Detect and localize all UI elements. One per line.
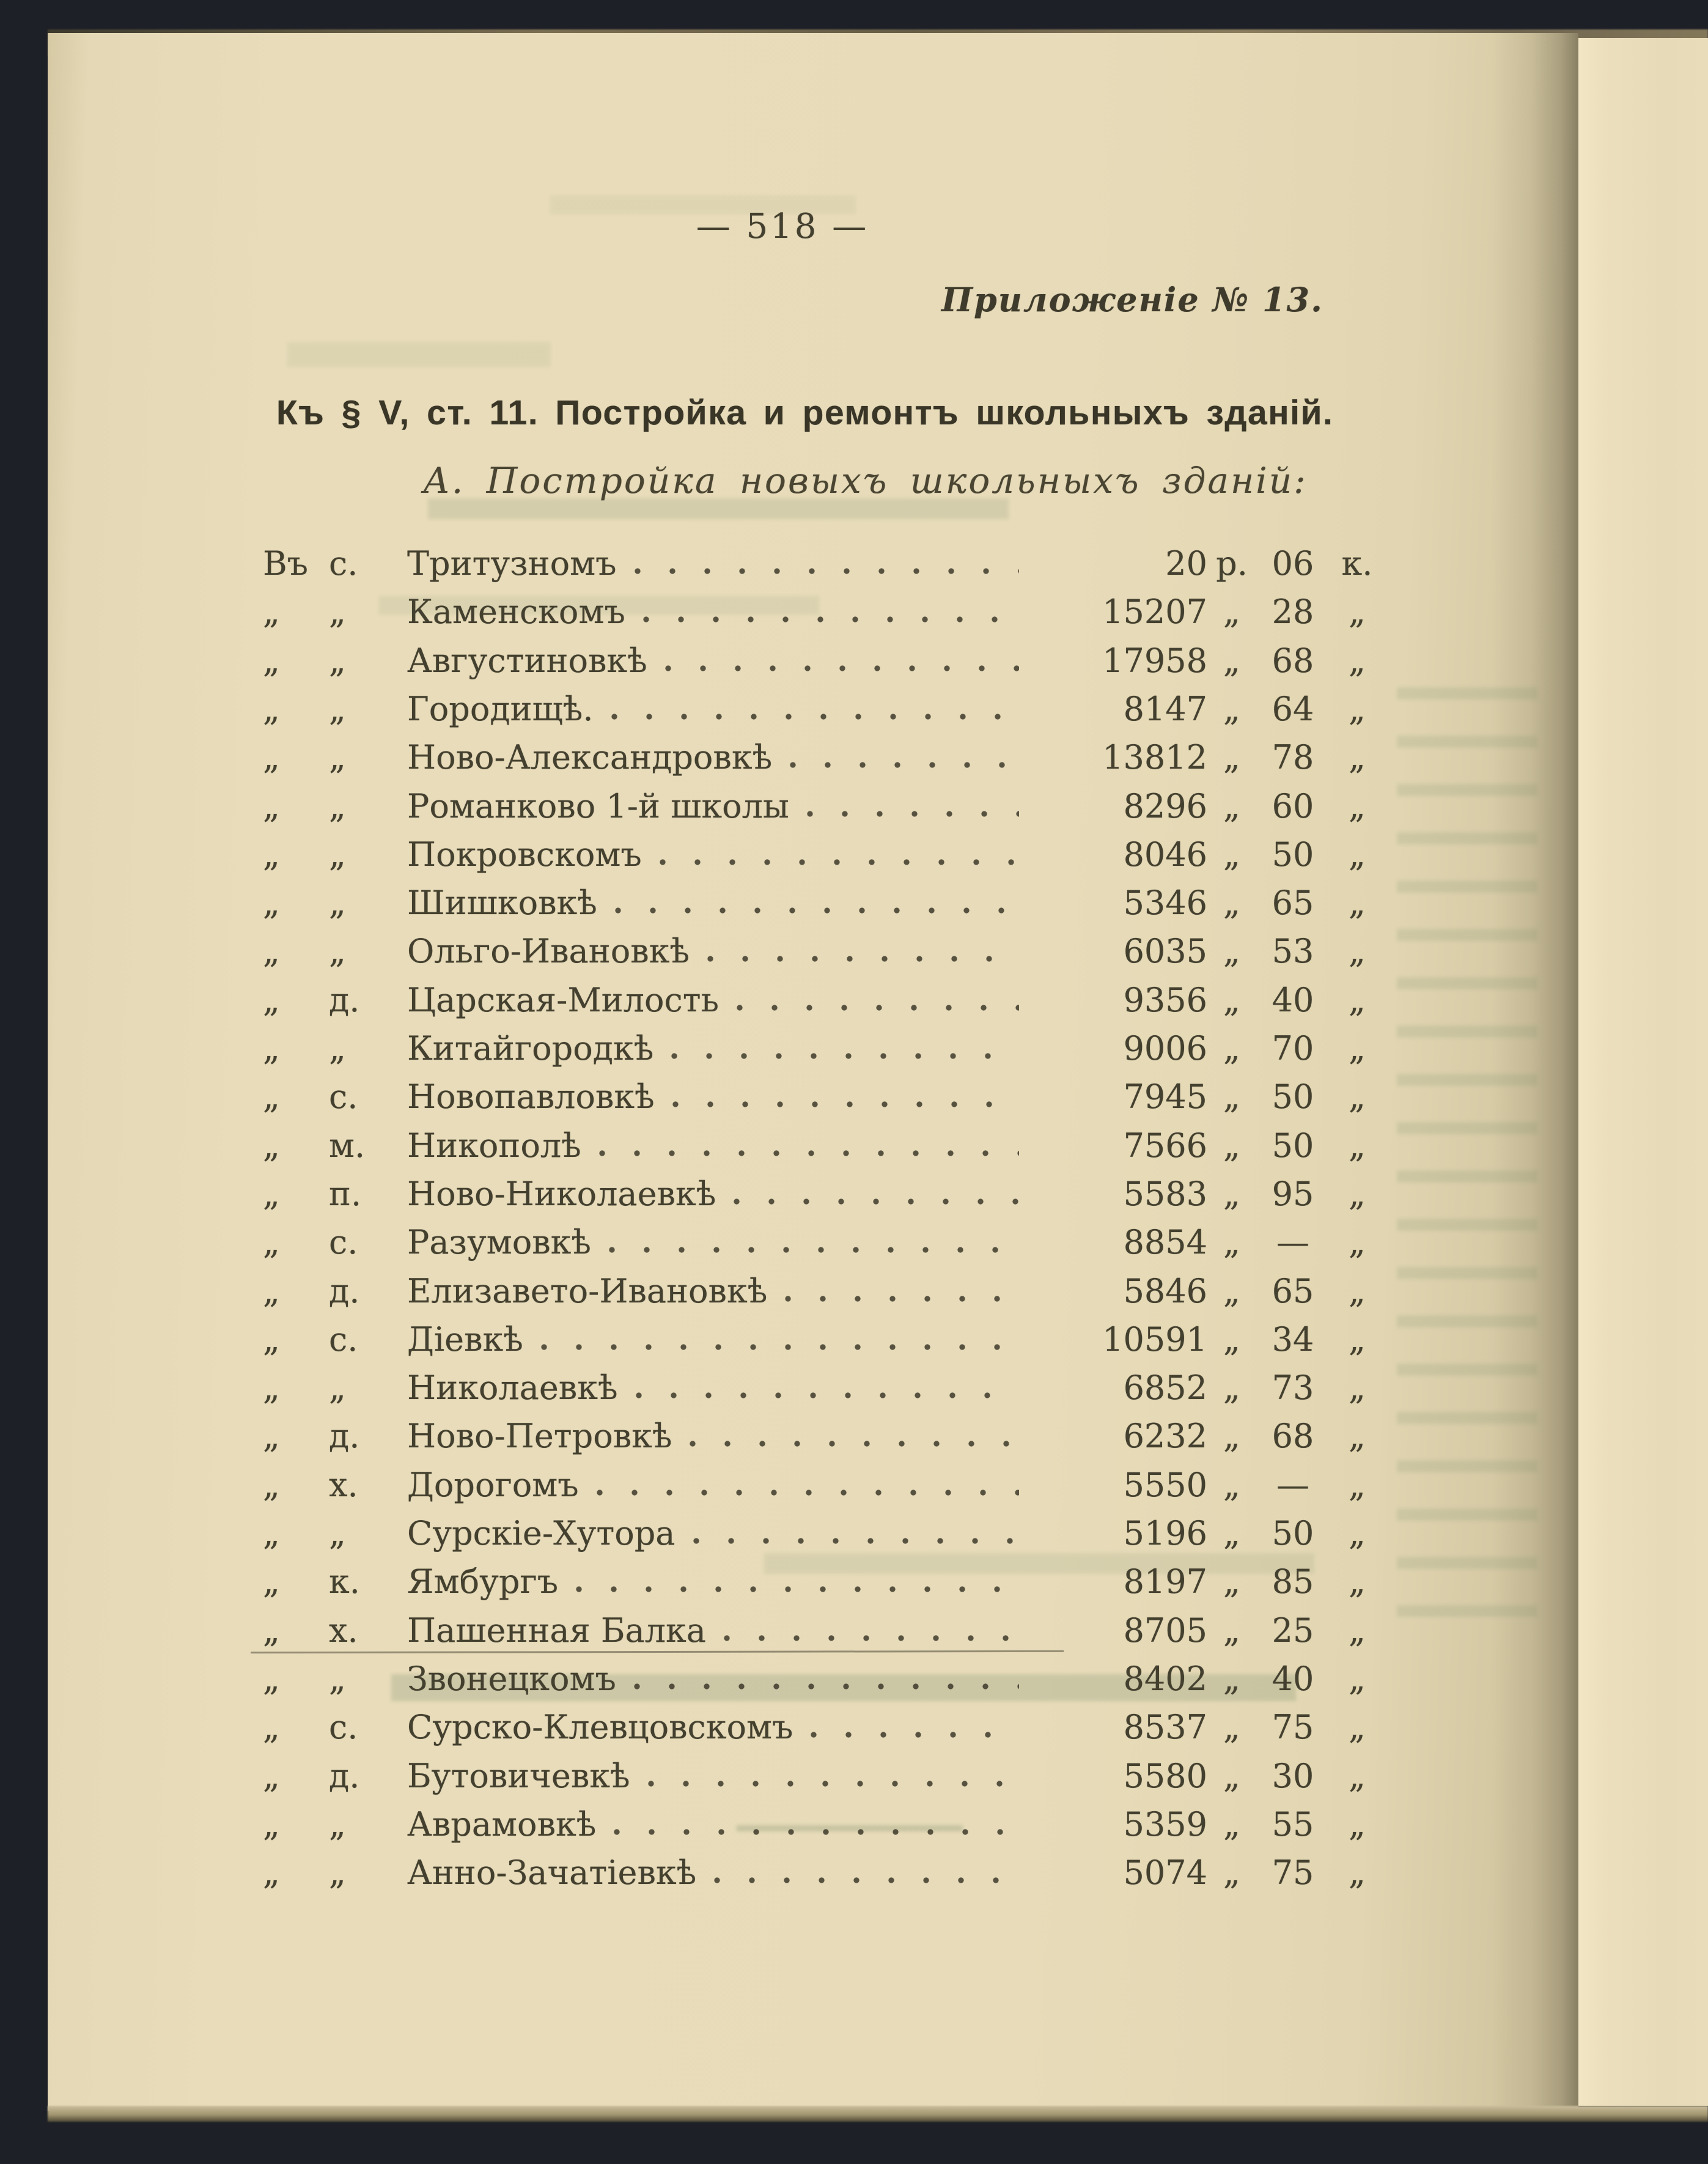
table-row [263, 1707, 1385, 1746]
table-row [263, 786, 1385, 825]
amount-rubles: 5580 [1123, 1757, 1207, 1795]
dot-leader [809, 1730, 1019, 1740]
settlement-type: „ [329, 1368, 346, 1407]
dot-leader [613, 906, 1019, 915]
settlement-type: х. [329, 1611, 358, 1650]
place-prefix-ditto: „ [263, 1757, 280, 1795]
table-row [263, 834, 1385, 873]
place-name: Дорогомъ [407, 1466, 579, 1504]
subsection-heading: А. Постройка новыхъ школьныхъ зданій: [423, 460, 1308, 501]
settlement-type: с. [329, 1223, 358, 1261]
place-prefix-ditto: „ [263, 1126, 280, 1165]
amount-rubles: 9356 [1123, 981, 1207, 1019]
kopecks-unit: „ [1349, 641, 1366, 680]
amount-rubles: 7945 [1123, 1077, 1207, 1116]
dot-leader [607, 1245, 1019, 1255]
amount-kopecks: 75 [1272, 1708, 1314, 1746]
settlement-type: „ [329, 787, 346, 825]
table-row [263, 1416, 1385, 1455]
rubles-unit: „ [1223, 1660, 1240, 1698]
amount-kopecks: 30 [1272, 1757, 1314, 1795]
amount-rubles: 20 [1165, 544, 1207, 583]
rubles-unit: „ [1223, 1272, 1240, 1310]
kopecks-unit: „ [1349, 690, 1366, 728]
dot-leader [788, 760, 1019, 770]
amount-rubles: 8402 [1123, 1660, 1207, 1698]
amount-rubles: 8296 [1123, 787, 1207, 825]
rubles-unit: „ [1223, 1611, 1240, 1650]
settlement-type: д. [329, 981, 360, 1019]
amount-kopecks: 95 [1272, 1175, 1314, 1213]
table-row [263, 1610, 1385, 1649]
settlement-type: д. [329, 1272, 360, 1310]
kopecks-unit: к. [1341, 544, 1373, 583]
amount-rubles: 5359 [1123, 1805, 1207, 1844]
place-name: Тритузномъ [407, 544, 617, 583]
place-prefix-ditto: „ [263, 593, 280, 631]
place-name: Елизавето-Ивановкѣ [407, 1272, 768, 1310]
place-name: Шишковкѣ [407, 884, 597, 922]
table-row [263, 1804, 1385, 1843]
dot-leader [663, 663, 1019, 673]
rubles-unit: „ [1223, 1562, 1240, 1601]
table-row [263, 591, 1385, 630]
kopecks-unit: „ [1349, 1466, 1366, 1504]
dot-leader [609, 712, 1019, 722]
dot-leader [646, 1779, 1019, 1789]
settlement-type: „ [329, 641, 346, 680]
kopecks-unit: „ [1349, 1757, 1366, 1795]
settlement-type: „ [329, 593, 346, 631]
amount-kopecks: 25 [1272, 1611, 1314, 1650]
place-name: Покровскомъ [407, 835, 642, 874]
table-row [263, 1513, 1385, 1552]
rubles-unit: „ [1223, 1853, 1240, 1892]
rubles-unit: „ [1223, 1223, 1240, 1261]
kopecks-unit: „ [1349, 1077, 1366, 1116]
rubles-unit: „ [1223, 593, 1240, 631]
table-row [263, 1658, 1385, 1697]
kopecks-unit: „ [1349, 1805, 1366, 1844]
dot-leader [732, 1197, 1019, 1206]
rubles-unit: „ [1223, 641, 1240, 680]
place-name: Городищѣ. [407, 690, 594, 728]
amount-rubles: 17958 [1102, 641, 1207, 680]
place-prefix-ditto: „ [263, 1320, 280, 1359]
table-row [263, 1756, 1385, 1795]
book-bottom-page-edges [48, 2106, 1708, 2122]
place-name: Бутовичевкѣ [407, 1757, 630, 1795]
rubles-unit: „ [1223, 1466, 1240, 1504]
place-prefix-ditto: Въ [263, 544, 309, 583]
amount-rubles: 8046 [1123, 835, 1207, 874]
settlement-type: „ [329, 932, 346, 970]
page-number: — 518 — [696, 207, 869, 246]
place-prefix-ditto: „ [263, 1853, 280, 1892]
kopecks-unit: „ [1349, 835, 1366, 874]
rubles-unit: „ [1223, 738, 1240, 777]
place-name: Ново-Петровкѣ [407, 1417, 672, 1455]
settlement-type: м. [329, 1126, 366, 1165]
dot-leader [634, 1390, 1019, 1400]
rubles-unit: „ [1223, 1417, 1240, 1455]
place-prefix-ditto: „ [263, 1175, 280, 1213]
dot-leader [691, 1536, 1020, 1546]
place-name: Діевкѣ [407, 1320, 523, 1359]
amount-kopecks: 85 [1272, 1562, 1314, 1601]
place-name: Сурско-Клевцовскомъ [407, 1708, 793, 1746]
amount-rubles: 13812 [1102, 738, 1207, 777]
place-prefix-ditto: „ [263, 1805, 280, 1844]
dot-leader [671, 1099, 1019, 1109]
amount-rubles: 7566 [1123, 1126, 1207, 1165]
kopecks-unit: „ [1349, 787, 1366, 825]
amount-rubles: 5346 [1123, 884, 1207, 922]
amount-rubles: 5846 [1123, 1272, 1207, 1310]
table-row [263, 1561, 1385, 1600]
dot-leader [658, 857, 1019, 867]
kopecks-unit: „ [1349, 1320, 1366, 1359]
rubles-unit: „ [1223, 1368, 1240, 1407]
settlement-type: „ [329, 1029, 346, 1068]
settlement-type: п. [329, 1175, 362, 1213]
place-prefix-ditto: „ [263, 981, 280, 1019]
amount-kopecks: 73 [1272, 1368, 1314, 1407]
place-prefix-ditto: „ [263, 787, 280, 825]
rubles-unit: „ [1223, 1126, 1240, 1165]
rubles-unit: „ [1223, 835, 1240, 874]
kopecks-unit: „ [1349, 932, 1366, 970]
place-prefix-ditto: „ [263, 1417, 280, 1455]
place-name: Китайгородкѣ [407, 1029, 654, 1068]
kopecks-unit: „ [1349, 1660, 1366, 1698]
amount-kopecks: 50 [1272, 1514, 1314, 1553]
rubles-unit: р. [1216, 544, 1248, 583]
dot-leader [595, 1488, 1019, 1497]
dot-leader [632, 1682, 1019, 1691]
place-name: Николаевкѣ [407, 1368, 618, 1407]
place-prefix-ditto: „ [263, 738, 280, 777]
rubles-unit: „ [1223, 1514, 1240, 1553]
place-prefix-ditto: „ [263, 1272, 280, 1310]
place-name: Звонецкомъ [407, 1660, 616, 1698]
amount-rubles: 10591 [1102, 1320, 1207, 1359]
dot-leader [722, 1633, 1019, 1643]
amount-kopecks: 40 [1272, 981, 1314, 1019]
dot-leader [712, 1875, 1019, 1885]
kopecks-unit: „ [1349, 1272, 1366, 1310]
place-name: Августиновкѣ [407, 641, 647, 680]
table-row [263, 1028, 1385, 1067]
dot-leader [641, 615, 1019, 624]
settlement-type: х. [329, 1466, 358, 1504]
place-prefix-ditto: „ [263, 1708, 280, 1746]
place-prefix-ditto: „ [263, 641, 280, 680]
settlement-type: „ [329, 690, 346, 728]
settlement-type: „ [329, 1853, 346, 1892]
place-name: Сурскіе-Хутора [407, 1514, 675, 1553]
annex-label: Приложеніе № 13. [941, 280, 1323, 319]
dot-leader [574, 1584, 1019, 1594]
place-name: Новопавловкѣ [407, 1077, 655, 1116]
amount-kopecks: 28 [1272, 593, 1314, 631]
amount-kopecks: 70 [1272, 1029, 1314, 1068]
dot-leader [783, 1294, 1019, 1304]
kopecks-unit: „ [1349, 1417, 1366, 1455]
amount-kopecks: 50 [1272, 1077, 1314, 1116]
place-name: Романково 1-й школы [407, 787, 789, 825]
left-page-paper [48, 33, 1578, 2111]
place-name: Разумовкѣ [407, 1223, 591, 1261]
kopecks-unit: „ [1349, 738, 1366, 777]
settlement-type: „ [329, 1514, 346, 1553]
kopecks-unit: „ [1349, 1514, 1366, 1553]
rubles-unit: „ [1223, 1029, 1240, 1068]
place-name: Ново-Николаевкѣ [407, 1175, 716, 1213]
amount-kopecks: — [1276, 1223, 1309, 1261]
place-name: Анно-Зачатіевкѣ [407, 1853, 697, 1892]
amount-kopecks: 55 [1272, 1805, 1314, 1844]
rubles-unit: „ [1223, 1708, 1240, 1746]
amount-kopecks: 75 [1272, 1853, 1314, 1892]
place-prefix-ditto: „ [263, 1466, 280, 1504]
kopecks-unit: „ [1349, 1126, 1366, 1165]
amount-kopecks: 65 [1272, 1272, 1314, 1310]
kopecks-unit: „ [1349, 1368, 1366, 1407]
amount-rubles: 5074 [1123, 1853, 1207, 1892]
place-name: Ольго-Ивановкѣ [407, 932, 690, 970]
dot-leader [705, 954, 1019, 964]
amount-kopecks: 50 [1272, 835, 1314, 874]
amount-rubles: 8537 [1123, 1708, 1207, 1746]
amount-kopecks: 64 [1272, 690, 1314, 728]
settlement-type: д. [329, 1417, 360, 1455]
settlement-type: к. [329, 1562, 360, 1601]
settlement-type: с. [329, 544, 358, 583]
settlement-type: „ [329, 1660, 346, 1698]
table-row [263, 1173, 1385, 1213]
table-row [263, 1852, 1385, 1891]
table-row [263, 543, 1385, 582]
dot-leader [735, 1003, 1019, 1013]
amount-kopecks: 60 [1272, 787, 1314, 825]
settlement-type: с. [329, 1320, 358, 1359]
settlement-type: „ [329, 884, 346, 922]
table-row [263, 1319, 1385, 1358]
amount-rubles: 8854 [1123, 1223, 1207, 1261]
amount-kopecks: 50 [1272, 1126, 1314, 1165]
kopecks-unit: „ [1349, 884, 1366, 922]
place-prefix-ditto: „ [263, 1562, 280, 1601]
amount-kopecks: 78 [1272, 738, 1314, 777]
amount-rubles: 15207 [1102, 593, 1207, 631]
place-name: Пашенная Балка [407, 1611, 706, 1650]
dot-leader [612, 1827, 1019, 1837]
place-name: Ямбургъ [407, 1562, 559, 1601]
settlement-type: „ [329, 1805, 346, 1844]
place-name: Каменскомъ [407, 593, 625, 631]
amount-rubles: 5550 [1123, 1466, 1207, 1504]
place-prefix-ditto: „ [263, 1029, 280, 1068]
place-prefix-ditto: „ [263, 1514, 280, 1553]
kopecks-unit: „ [1349, 1175, 1366, 1213]
amount-kopecks: 06 [1272, 544, 1314, 583]
rubles-unit: „ [1223, 787, 1240, 825]
kopecks-unit: „ [1349, 1223, 1366, 1261]
place-name: Царская-Милость [407, 981, 719, 1019]
place-name: Ново-Александровкѣ [407, 738, 773, 777]
amount-kopecks: 34 [1272, 1320, 1314, 1359]
dot-leader [805, 809, 1019, 819]
amount-rubles: 6852 [1123, 1368, 1207, 1407]
amount-kopecks: — [1276, 1466, 1309, 1504]
settlement-type: с. [329, 1077, 358, 1116]
rubles-unit: „ [1223, 981, 1240, 1019]
place-name: Никополѣ [407, 1126, 581, 1165]
amount-kopecks: 40 [1272, 1660, 1314, 1698]
kopecks-unit: „ [1349, 1562, 1366, 1601]
table-row [263, 1271, 1385, 1310]
settlement-type: с. [329, 1708, 358, 1746]
rubles-unit: „ [1223, 1077, 1240, 1116]
place-prefix-ditto: „ [263, 1368, 280, 1407]
place-prefix-ditto: „ [263, 884, 280, 922]
kopecks-unit: „ [1349, 981, 1366, 1019]
place-prefix-ditto: „ [263, 932, 280, 970]
amount-rubles: 6232 [1123, 1417, 1207, 1455]
amount-rubles: 8147 [1123, 690, 1207, 728]
place-prefix-ditto: „ [263, 835, 280, 874]
rubles-unit: „ [1223, 932, 1240, 970]
dot-leader [669, 1051, 1019, 1061]
kopecks-unit: „ [1349, 1029, 1366, 1068]
table-row [263, 640, 1385, 679]
amount-kopecks: 68 [1272, 1417, 1314, 1455]
amount-kopecks: 53 [1272, 932, 1314, 970]
amount-kopecks: 68 [1272, 641, 1314, 680]
rubles-unit: „ [1223, 884, 1240, 922]
table-row [263, 1076, 1385, 1115]
table-row [263, 882, 1385, 921]
amount-rubles: 5583 [1123, 1175, 1207, 1213]
rubles-unit: „ [1223, 1320, 1240, 1359]
section-heading: Къ § V, ст. 11. Постройка и ремонтъ школьныхъ зданій. [276, 393, 1334, 432]
book-gutter-shadow [1492, 33, 1578, 2111]
amount-rubles: 8705 [1123, 1611, 1207, 1650]
table-row [263, 737, 1385, 776]
settlement-type: д. [329, 1757, 360, 1795]
rubles-unit: „ [1223, 1757, 1240, 1795]
amount-rubles: 9006 [1123, 1029, 1207, 1068]
place-prefix-ditto: „ [263, 690, 280, 728]
amount-rubles: 5196 [1123, 1514, 1207, 1553]
rubles-unit: „ [1223, 1805, 1240, 1844]
place-prefix-ditto: „ [263, 1660, 280, 1698]
kopecks-unit: „ [1349, 1611, 1366, 1650]
table-row [263, 980, 1385, 1019]
dot-leader [688, 1439, 1019, 1449]
table-row [263, 1222, 1385, 1261]
kopecks-unit: „ [1349, 1708, 1366, 1746]
amount-rubles: 6035 [1123, 932, 1207, 970]
rubles-unit: „ [1223, 690, 1240, 728]
dot-leader [633, 566, 1019, 576]
place-prefix-ditto: „ [263, 1077, 280, 1116]
settlement-type: „ [329, 738, 346, 777]
rubles-unit: „ [1223, 1175, 1240, 1213]
adjacent-page-paper [1578, 38, 1708, 2106]
table-row [263, 1464, 1385, 1504]
dot-leader [597, 1148, 1019, 1158]
place-prefix-ditto: „ [263, 1611, 280, 1650]
table-row [263, 931, 1385, 970]
dot-leader [539, 1342, 1019, 1352]
kopecks-unit: „ [1349, 593, 1366, 631]
settlement-type: „ [329, 835, 346, 874]
table-row [263, 689, 1385, 728]
table-row [263, 1367, 1385, 1406]
kopecks-unit: „ [1349, 1853, 1366, 1892]
amount-rubles: 8197 [1123, 1562, 1207, 1601]
table-row [263, 1125, 1385, 1164]
place-prefix-ditto: „ [263, 1223, 280, 1261]
place-name: Аврамовкѣ [407, 1805, 597, 1844]
amount-kopecks: 65 [1272, 884, 1314, 922]
